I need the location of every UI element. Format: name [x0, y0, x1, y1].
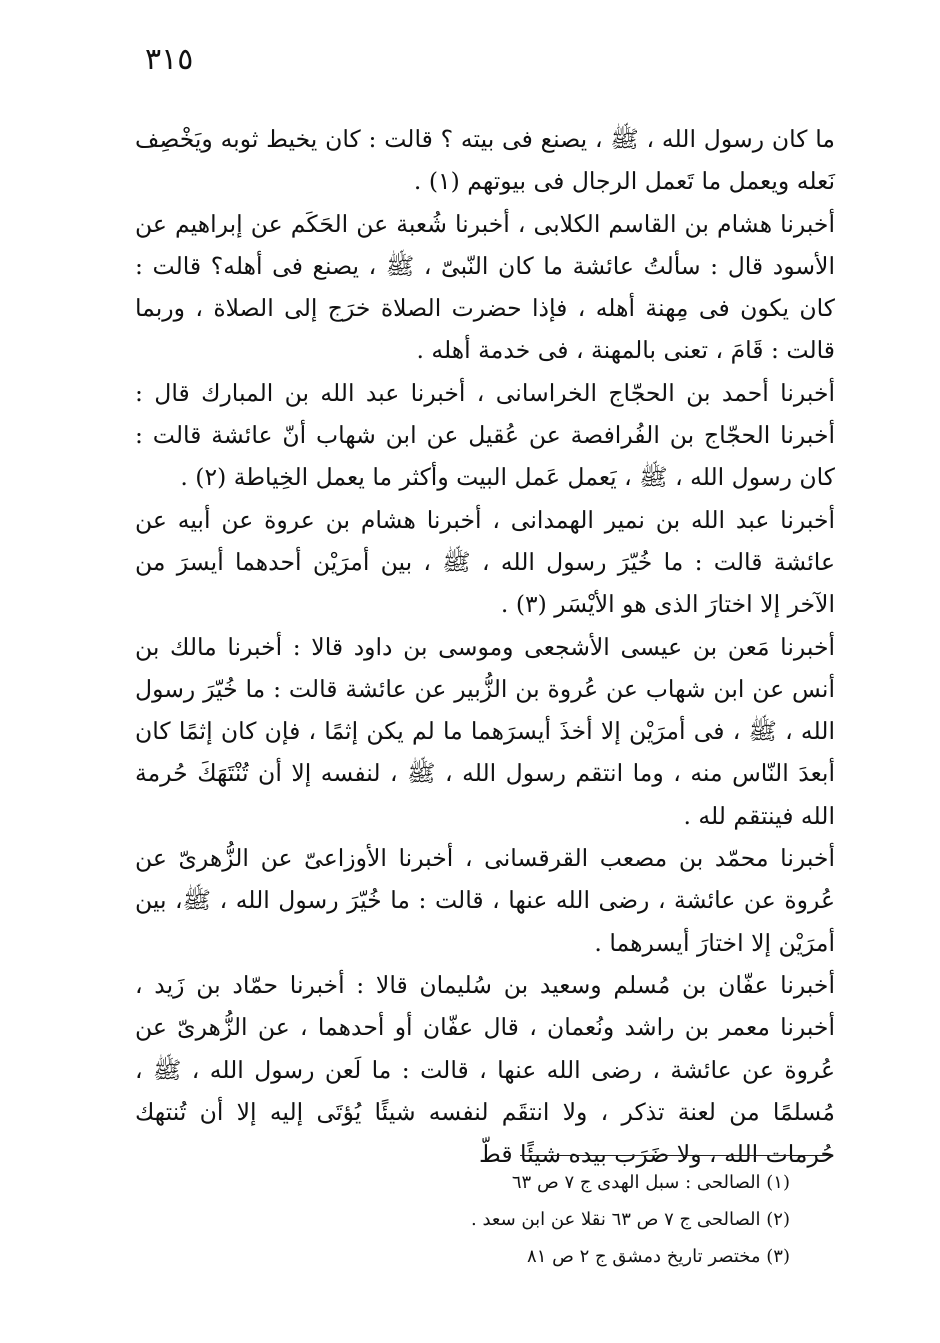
paragraph: أخبرنا أحمد بن الحجّاج الخراسانى ، أخبرنا عبد الله بن المبارك قال : أخبرنا الحجّاج بن الفُرافصة عن عُقيل عن ابن شهاب أنّ عائشة قالت : كان رسول الله ، ﷺ ، يَعمل عَمل البيت وأكثر ما يعمل الخِياطة (٢) .	[135, 378, 835, 492]
main-text	[135, 118, 835, 1175]
paragraph: ما كان رسول الله ، ﷺ ، يصنع فى بيته ؟ قالت : كان يخيط ثوبه ويَخْصِف نَعله ويعمل ما تَعمل الرجال فى بيوتهم (١) .	[135, 125, 835, 196]
footnote: (٣) مختصر تاريخ دمشق ج ٢ ص ٨١	[527, 1246, 790, 1267]
page-number: ٣١٥	[145, 42, 194, 77]
footnote-divider	[520, 1155, 832, 1156]
footnotes	[380, 1164, 790, 1275]
paragraph: أخبرنا محمّد بن مصعب القرقسانى ، أخبرنا الأوزاعىّ عن الزُّهرىّ عن عُروة عن عائشة ، رضى الله عنها ، قالت : ما خُيّرَ رسول الله ، ﷺ، بين أمرَيْن إلا اختارَ أيسرهما .	[135, 844, 835, 957]
paragraph: أخبرنا عفّان بن مُسلم وسعيد بن سُليمان قالا : أخبرنا حمّاد بن زَيد ، أخبرنا معمر بن راشد ونُعمان ، قال عفّان أو أحدهما ، عن الزُّهرىّ عن عُروة عن عائشة ، رضى الله عنها ، قالت : ما لَعن رسول الله ، ﷺ ، مُسلمًا من لعنة تذكر ، ولا انتقَم لنفسه شيئًا يُؤتَى إليه إلا أن تُنتهك حُرمات الله ، ولا ضَرَب بيده شيئًا قطّ	[135, 970, 835, 1169]
paragraph: أخبرنا عبد الله بن نمير الهمدانى ، أخبرنا هشام بن عروة عن أبيه عن عائشة قالت : ما خُيّرَ رسول الله ، ﷺ ، بين أمرَيْن أحدهما أيسرَ من الآخر إلا اختارَ الذى هو الأيْسَر (٣) .	[135, 505, 835, 619]
footnote: (٢) الصالحى ج ٧ ص ٦٣ نقلا عن ابن سعد .	[471, 1209, 790, 1230]
paragraph: أخبرنا مَعن بن عيسى الأشجعى وموسى بن داود قالا : أخبرنا مالك بن أنس عن ابن شهاب عن عُروة بن الزُّبير عن عائشة قالت : ما خُيّرَ رسول الله ، ﷺ ، فى أمرَيْن إلا أخذَ أيسرَهما ما لم يكن إثمًا ، فإن كان إثمًا كان أبعدَ النّاس منه ، وما انتقم رسول الله ، ﷺ ، لنفسه إلا أن تُنْتَهَكَ حُرمة الله فينتقم لله .	[135, 632, 835, 830]
paragraph: أخبرنا هشام بن القاسم الكلابى ، أخبرنا شُعبة عن الحَكَم عن إبراهيم عن الأسود قال : سألتُ عائشة ما كان النّبىّ ، ﷺ ، يصنع فى أهله؟ قالت : كان يكون فى مِهنة أهله ، فإذا حضرت الصلاة خرَج إلى الصلاة ، وربما قالت : قَامَ ، تعنى بالمهنة ، فى خدمة أهله .	[135, 209, 835, 365]
footnote: (١) الصالحى : سبل الهدى ج ٧ ص ٦٣	[511, 1172, 790, 1193]
